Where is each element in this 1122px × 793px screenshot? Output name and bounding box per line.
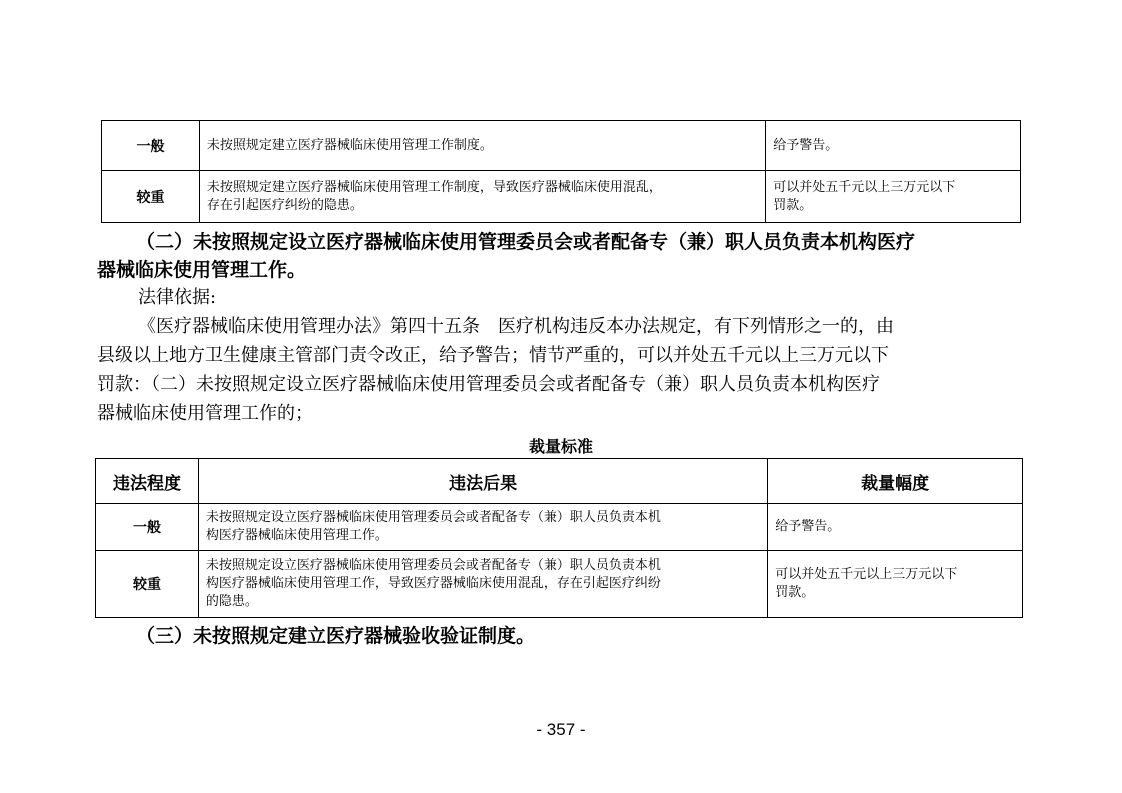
- consequence-line: 存在引起医疗纠纷的隐患。: [206, 197, 363, 213]
- table-row: [96, 551, 1023, 618]
- column-header: 违法程度: [96, 459, 199, 504]
- severity-cell: 一般: [96, 504, 199, 551]
- legal-text-line: 《医疗器械临床使用管理办法》第四十五条 医疗机构违反本办法规定，有下列情形之一的，由: [138, 316, 894, 337]
- penalty-cell: 给予警告。: [768, 504, 1023, 551]
- penalty-cell: [768, 551, 1023, 618]
- penalty-cell: 给予警告。: [766, 121, 1021, 171]
- consequence-cell: 未按照规定建立医疗器械临床使用管理工作制度。: [199, 121, 765, 171]
- penalty-line: 可以并处五千元以上三万元以下: [773, 179, 956, 195]
- consequence-line: 构医疗器械临床使用管理工作，导致医疗器械临床使用混乱，存在引起医疗纠纷: [205, 576, 661, 591]
- consequence-cell: [198, 504, 767, 551]
- column-header: 裁量幅度: [768, 459, 1023, 504]
- consequence-line: 未按照规定建立医疗器械临床使用管理工作制度，导致医疗器械临床使用混乱，: [206, 179, 662, 195]
- section-heading-2-line1: （二）未按照规定设立医疗器械临床使用管理委员会或者配备专（兼）职人员负责本机构医疗: [136, 231, 916, 253]
- severity-cell: 较重: [96, 551, 199, 618]
- penalty-line: 罚款。: [775, 585, 815, 600]
- discretion-table-2: [95, 458, 1023, 618]
- legal-basis-label: 法律依据:: [138, 287, 217, 308]
- penalty-cell: [766, 171, 1021, 223]
- consequence-cell: [199, 171, 765, 223]
- page-number: - 357 -: [536, 720, 586, 739]
- table-row: [102, 171, 1021, 223]
- section-heading-3: （三）未按照规定建立医疗器械验收验证制度。: [136, 625, 536, 647]
- table-header-row: [96, 459, 1023, 504]
- consequence-line: 的隐患。: [205, 594, 258, 609]
- table-caption: 裁量标准: [528, 437, 593, 456]
- consequence-line: 未按照规定设立医疗器械临床使用管理委员会或者配备专（兼）职人员负责本机: [205, 558, 661, 573]
- consequence-line: 未按照规定设立医疗器械临床使用管理委员会或者配备专（兼）职人员负责本机: [205, 510, 661, 525]
- column-header: 违法后果: [198, 459, 767, 504]
- consequence-cell: [198, 551, 767, 618]
- penalty-line: 可以并处五千元以上三万元以下: [775, 567, 958, 582]
- legal-text-line: 县级以上地方卫生健康主管部门责令改正，给予警告；情节严重的，可以并处五千元以上三万元以下: [97, 345, 889, 366]
- table-row: [96, 504, 1023, 551]
- severity-cell: 较重: [102, 171, 200, 223]
- penalty-line: 罚款。: [773, 197, 813, 213]
- legal-text-line: 罚款：（二）未按照规定设立医疗器械临床使用管理委员会或者配备专（兼）职人员负责本机构医疗: [97, 374, 880, 395]
- severity-cell: 一般: [102, 121, 200, 171]
- discretion-table-1: [101, 120, 1021, 223]
- section-heading-2-line2: 器械临床使用管理工作。: [97, 259, 307, 281]
- legal-text-line: 器械临床使用管理工作的；: [97, 403, 313, 424]
- table-row: [102, 121, 1021, 171]
- consequence-line: 构医疗器械临床使用管理工作。: [205, 528, 388, 543]
